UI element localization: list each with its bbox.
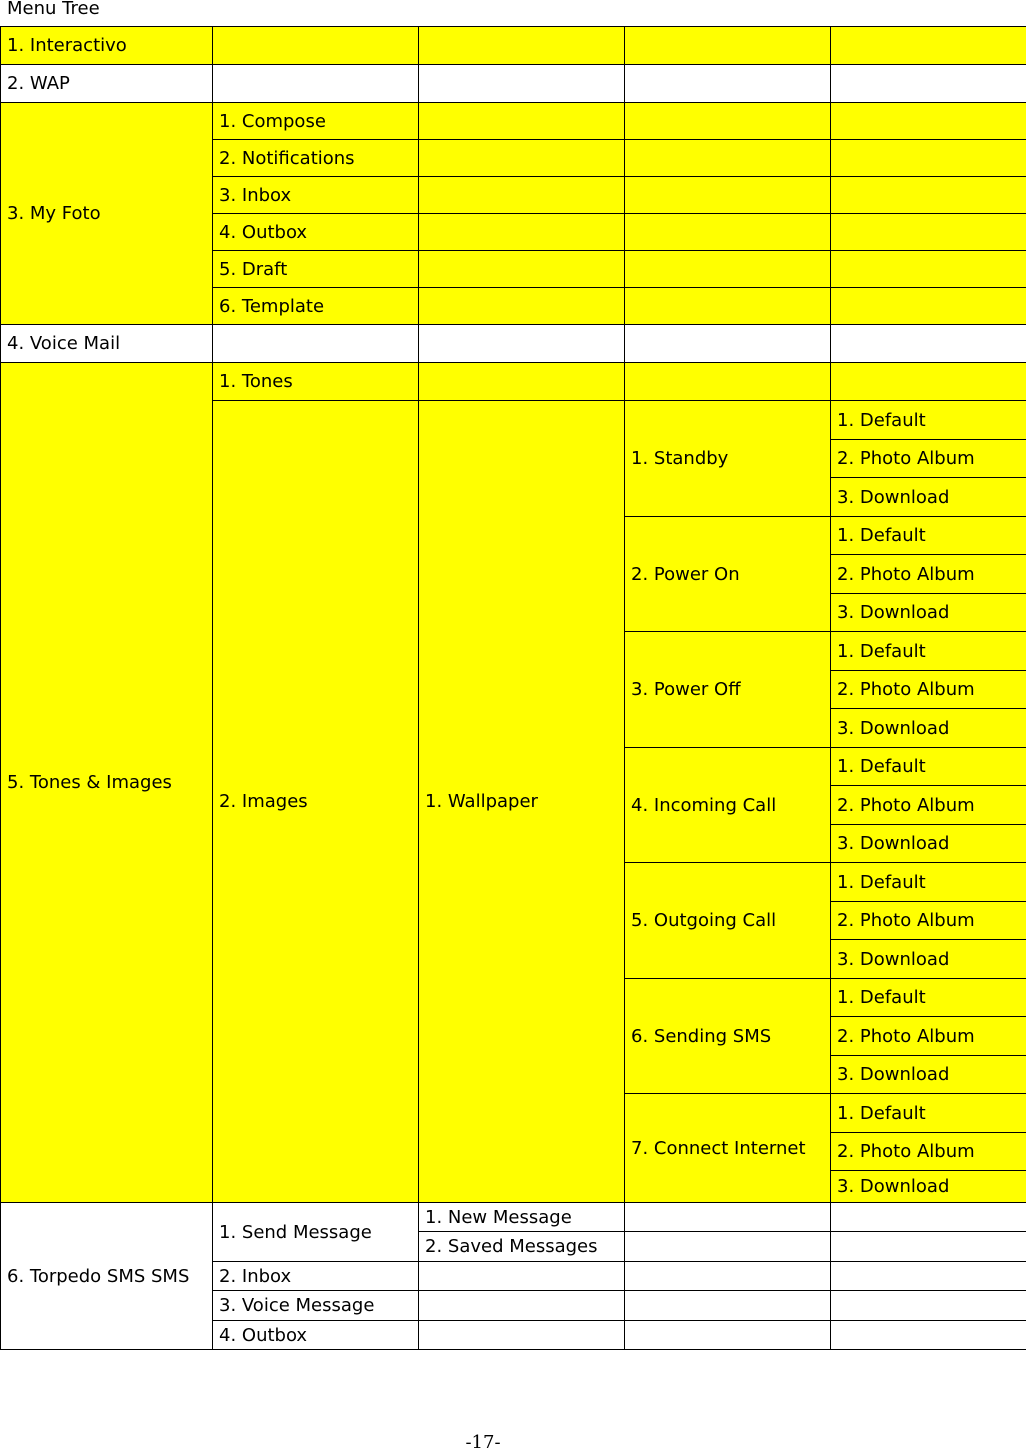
menu-voice-mail: 4. Voice Mail xyxy=(1,325,213,363)
send-message-item: 1. New Message xyxy=(419,1203,625,1232)
images-item: 2. Images xyxy=(213,401,419,1203)
wallpaper-screen: 1. Standby xyxy=(625,401,831,517)
wallpaper-option: 3. Download xyxy=(831,940,1026,979)
menu-wap: 2. WAP xyxy=(1,65,213,103)
table-row xyxy=(1,103,1026,140)
menu-torpedo: 6. Torpedo SMS SMS xyxy=(1,1203,213,1350)
page-number: -17- xyxy=(0,1432,966,1453)
wallpaper-screen: 4. Incoming Call xyxy=(625,748,831,863)
my-foto-item: 5. Draft xyxy=(213,251,419,288)
my-foto-item: 1. Compose xyxy=(213,103,419,140)
wallpaper-screen: 2. Power On xyxy=(625,517,831,632)
wallpaper-option: 1. Default xyxy=(831,517,1026,555)
wallpaper-screen: 6. Sending SMS xyxy=(625,979,831,1094)
tones-item: 1. Tones xyxy=(213,363,419,401)
wallpaper-option: 3. Download xyxy=(831,1171,1026,1203)
wallpaper-option: 1. Default xyxy=(831,1094,1026,1133)
wallpaper-item: 1. Wallpaper xyxy=(419,401,625,1203)
wallpaper-option: 3. Download xyxy=(831,1056,1026,1094)
my-foto-item: 4. Outbox xyxy=(213,214,419,251)
table-row xyxy=(1,363,1026,401)
page-title: Menu Tree xyxy=(7,0,100,19)
wallpaper-option: 3. Download xyxy=(831,709,1026,748)
my-foto-item: 6. Template xyxy=(213,288,419,325)
menu-tree-table xyxy=(0,26,1026,1350)
wallpaper-option: 2. Photo Album xyxy=(831,1017,1026,1056)
send-message-item: 2. Saved Messages xyxy=(419,1232,625,1262)
menu-tones-images: 5. Tones & Images xyxy=(1,363,213,1203)
torpedo-voice-message: 3. Voice Message xyxy=(213,1291,419,1321)
torpedo-send-message: 1. Send Message xyxy=(213,1203,419,1262)
menu-interactivo: 1. Interactivo xyxy=(1,27,213,65)
wallpaper-option: 3. Download xyxy=(831,825,1026,863)
wallpaper-screen: 3. Power Off xyxy=(625,632,831,748)
wallpaper-option: 2. Photo Album xyxy=(831,440,1026,478)
torpedo-inbox: 2. Inbox xyxy=(213,1262,419,1291)
my-foto-item: 3. Inbox xyxy=(213,177,419,214)
wallpaper-option: 2. Photo Album xyxy=(831,671,1026,709)
wallpaper-option: 2. Photo Album xyxy=(831,555,1026,594)
wallpaper-option: 3. Download xyxy=(831,594,1026,632)
wallpaper-option: 1. Default xyxy=(831,979,1026,1017)
table-row xyxy=(1,27,1026,65)
menu-my-foto: 3. My Foto xyxy=(1,103,213,325)
wallpaper-option: 2. Photo Album xyxy=(831,902,1026,940)
table-row xyxy=(1,1203,1026,1232)
torpedo-outbox: 4. Outbox xyxy=(213,1321,419,1350)
table-row xyxy=(1,65,1026,103)
table-row xyxy=(1,325,1026,363)
wallpaper-option: 1. Default xyxy=(831,863,1026,902)
wallpaper-option: 2. Photo Album xyxy=(831,786,1026,825)
wallpaper-option: 1. Default xyxy=(831,401,1026,440)
wallpaper-screen: 7. Connect Internet xyxy=(625,1094,831,1203)
wallpaper-option: 1. Default xyxy=(831,632,1026,671)
wallpaper-option: 3. Download xyxy=(831,478,1026,517)
wallpaper-screen: 5. Outgoing Call xyxy=(625,863,831,979)
wallpaper-option: 1. Default xyxy=(831,748,1026,786)
my-foto-item: 2. Notifications xyxy=(213,140,419,177)
wallpaper-option: 2. Photo Album xyxy=(831,1133,1026,1171)
